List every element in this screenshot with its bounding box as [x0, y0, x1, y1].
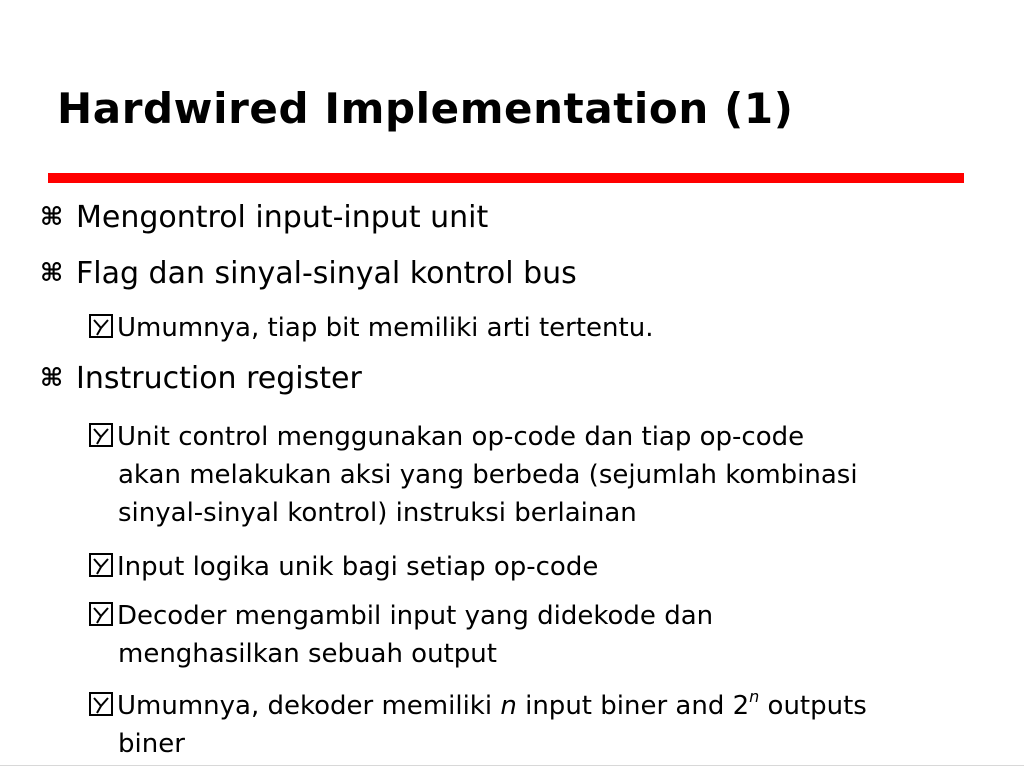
- checkbox-y-icon: [89, 314, 117, 340]
- command-key-icon: ⌘: [40, 363, 64, 392]
- bullet-item-l2: [89, 687, 867, 763]
- checkbox-y-icon: [89, 423, 117, 449]
- bullet-item-l2: [89, 597, 713, 673]
- bullet-text-part: Umumnya, dekoder memiliki: [117, 691, 501, 721]
- bullet-text-line: Decoder mengambil input yang didekode dan: [117, 601, 714, 631]
- title-underline: [48, 173, 964, 183]
- bullet-item-l1: [40, 361, 362, 396]
- bullet-text: Mengontrol input-input unit: [76, 200, 489, 235]
- checkbox-y-icon: [89, 553, 117, 579]
- exponent-n: n: [749, 687, 760, 706]
- bullet-text-part: outputs: [759, 691, 867, 721]
- variable-n: n: [500, 691, 517, 721]
- command-key-icon: ⌘: [40, 202, 64, 231]
- bullet-text: Instruction register: [76, 361, 362, 396]
- bullet-text-line: akan melakukan aksi yang berbeda (sejumlah kombinasi: [118, 460, 858, 490]
- bullet-text-part: input biner and 2: [516, 691, 750, 721]
- bullet-item-l2: [89, 309, 653, 347]
- bullet-item-l2: [89, 418, 858, 532]
- bullet-item-l2: [89, 548, 598, 586]
- checkbox-y-icon: [89, 692, 117, 718]
- bullet-text-line: sinyal-sinyal kontrol) instruksi berlainan: [118, 498, 637, 528]
- command-key-icon: ⌘: [40, 258, 64, 287]
- slide-title: Hardwired Implementation (1): [57, 84, 794, 133]
- bottom-divider: [0, 765, 1024, 766]
- bullet-item-l1: [40, 256, 577, 291]
- bullet-text: Umumnya, tiap bit memiliki arti tertentu.: [117, 313, 654, 343]
- bullet-text: Flag dan sinyal-sinyal kontrol bus: [76, 256, 577, 291]
- bullet-item-l1: [40, 200, 489, 235]
- bullet-text-line: biner: [118, 729, 185, 759]
- bullet-text-line: menghasilkan sebuah output: [118, 639, 497, 669]
- bullet-text-line: Unit control menggunakan op-code dan tiap op-code: [117, 422, 805, 452]
- bullet-text: Input logika unik bagi setiap op-code: [117, 552, 599, 582]
- checkbox-y-icon: [89, 602, 117, 628]
